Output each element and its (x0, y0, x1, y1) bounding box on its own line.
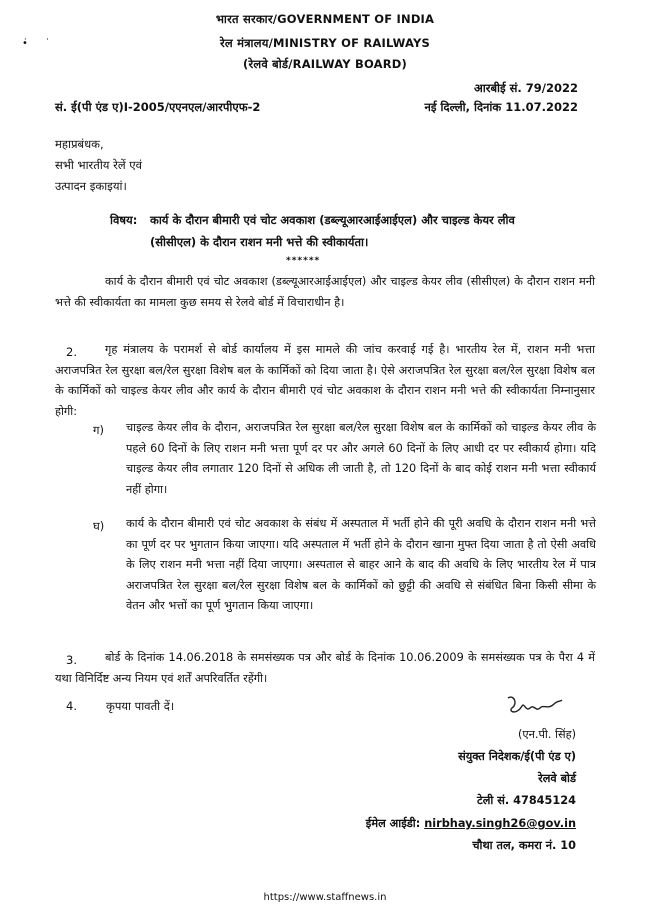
subpara-marker: ग) (93, 423, 104, 437)
paragraph-number: 3. (66, 653, 77, 667)
subject-line: कार्य के दौरान बीमारी एवं चोट अवकाश (डब्ल्यूआरआईआईएल) और चाइल्ड केयर लीव (150, 213, 515, 227)
header-ministry: रेल मंत्रालय/MINISTRY OF RAILWAYS (220, 36, 430, 50)
addressee-line: सभी भारतीय रेलें एवं (55, 158, 143, 172)
addressee-line: उत्पादन इकाइयां। (55, 179, 127, 193)
email-label: ईमेल आईडी: (365, 817, 421, 830)
separator-stars: ****** (286, 256, 321, 266)
paragraph-number: 4. (66, 699, 77, 713)
subject-label: विषय: (110, 213, 138, 227)
file-number: सं. ई(पी एंड ए)I-2005/एएनएल/आरपीएफ-2 (55, 100, 261, 114)
footer-website[interactable]: https://www.staffnews.in (263, 892, 387, 903)
subpara-marker: घ) (93, 519, 105, 533)
margin-mark-icon: •̇ (22, 38, 28, 49)
subpara-ga: चाइल्ड केयर लीव के दौरान, अराजपत्रित रेल सुरक्षा बल/रेल सुरक्षा विशेष बल के कार्मिकों को चाइल्ड केयर लीव के पहले 60 दिनों के लिए राशन मनी भत्ता पूर्ण दर पर और अगले 60 दिनों के लिए आधी दर पर स्वीकार्य होगा। यदि चाइल्ड केयर लीव लगातार 120 दिनों से अधिक ली जाती है, तो 120 दिनों के बाद कोई राशन मनी भत्ता स्वीकार्य नहीं होगा। (126, 421, 596, 496)
paragraph-3: बोर्ड के दिनांक 14.06.2018 के समसंख्यक पत्र और बोर्ड के दिनांक 10.06.2009 के समसंख्यक पत्र के पैरा 4 में यथा विनिर्दिष्ट अन्य नियम एवं शर्तें अपरिवर्तित रहेंगी। (55, 651, 595, 685)
place-date: नई दिल्ली, दिनांक 11.07.2022 (424, 100, 578, 114)
paragraph-number: 2. (66, 345, 77, 359)
addressee-line: महाप्रबंधक, (55, 137, 104, 151)
paragraph-4: कृपया पावती दें। (106, 699, 175, 713)
email-link[interactable]: nirbhay.singh26@gov.in (424, 817, 576, 830)
rbe-number: आरबीई सं. 79/2022 (473, 81, 578, 95)
signatory-designation: संयुक्त निदेशक/ई(पी एंड ए) (458, 750, 576, 763)
header-board: (रेलवे बोर्ड/RAILWAY BOARD) (242, 57, 407, 71)
signatory-office: रेलवे बोर्ड (538, 772, 576, 785)
margin-mark-icon: ˙ (45, 38, 50, 49)
signatory-floor: चौथा तल, कमरा नं. 10 (472, 839, 576, 852)
subpara-gha: कार्य के दौरान बीमारी एवं चोट अवकाश के संबंध में अस्पताल में भर्ती होने की पूरी अवधि के दौरान राशन मनी भत्ते का पूर्ण दर पर भुगतान किया जाएगा। यदि अस्पताल में भर्ती होने के दौरान खाना मुफ्त दिया जाता है तो ऐसी अवधि के लिए राशन मनी भत्ता नहीं दिया जाएगा। अस्पताल से बाहर आने के बाद की अवधि के लिए भारतीय रेल में पात्र अराजपत्रित रेल सुरक्षा बल/रेल सुरक्षा विशेष बल के कार्मिकों को छुट्टी की अवधि से संबंधित बिना किसी सीमा के वेतन और भत्तों का पूर्ण भुगतान किया जाएगा। (126, 517, 596, 612)
paragraph-intro: कार्य के दौरान बीमारी एवं चोट अवकाश (डब्ल्यूआरआईआईएल) और चाइल्ड केयर लीव (सीसीएल) के दौरान राशन मनी भत्ते की स्वीकार्यता का मामला कुछ समय से रेलवे बोर्ड में विचाराधीन है। (55, 275, 595, 309)
signatory-name: (एन.पी. सिंह) (517, 728, 576, 741)
header-gov: भारत सरकार/GOVERNMENT OF INDIA (215, 12, 435, 26)
signatory-email-row (366, 816, 576, 831)
subject-line: (सीसीएल) के दौरान राशन मनी भत्ते की स्वीकार्यता। (150, 235, 369, 249)
signature-icon (504, 692, 564, 722)
paragraph-2: गृह मंत्रालय के परामर्श से बोर्ड कार्यालय में इस मामले की जांच करवाई गई है। भारतीय रेल में, राशन मनी भत्ता अराजपत्रित रेल सुरक्षा बल/रेल सुरक्षा विशेष बल के कार्मिकों को दिया जाता है। ऐसे अराजपत्रित रेल सुरक्षा बल/रेल सुरक्षा विशेष बल के कार्मिकों को चाइल्ड केयर लीव और कार्य के दौरान बीमारी एवं चोट अवकाश के दौरान राशन मनी भत्ते की स्वीकार्यता निम्नानुसार होगी: (55, 343, 595, 418)
signatory-tel: टेली सं. 47845124 (477, 794, 576, 807)
